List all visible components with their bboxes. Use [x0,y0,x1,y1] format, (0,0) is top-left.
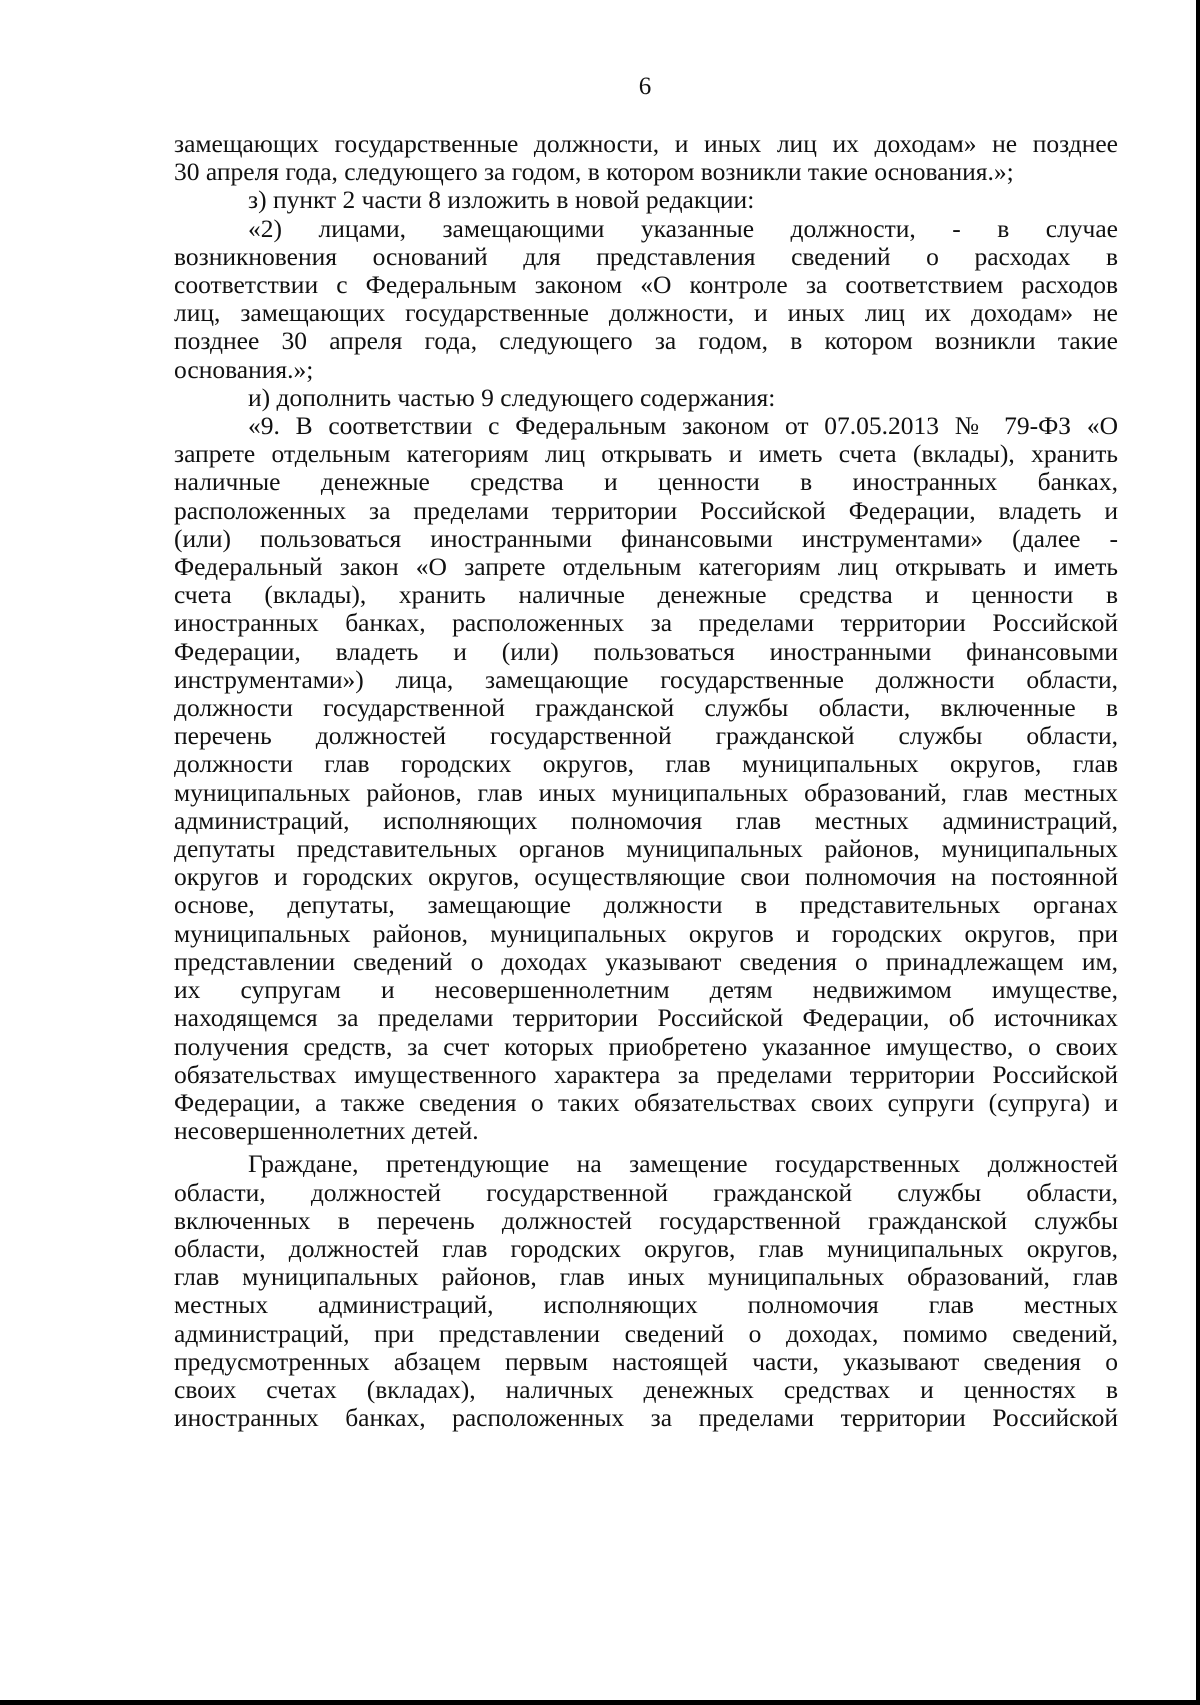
text-line: (или) пользоваться иностранными финансовыми инструментами» (далее - [174,523,1118,553]
text-line: основе, депутаты, замещающие должности в представительных органах [174,890,1118,920]
text-line: включенных в перечень должностей государственной гражданской службы [174,1205,1118,1235]
text-line: 30 апреля года, следующего за годом, в котором возникли такие основания.»; [174,157,1014,187]
text-line: их супругам и несовершеннолетним детям недвижимом имуществе, [174,975,1118,1005]
text-line: депутаты представительных органов муниципальных районов, муниципальных [174,834,1118,864]
text-line: замещающих государственные должности, и иных лиц их доходам» не позднее [174,129,1118,158]
text-line: наличные денежные средства и ценности в иностранных банках, [174,467,1118,497]
text-line: возникновения оснований для представления сведений о расходах в [174,241,1118,271]
text-line: «9. В соответствии с Федеральным законом от 07.05.2013 № 79-ФЗ «О [248,411,1118,441]
text-line: должности глав городских округов, глав муниципальных округов, глав [174,749,1118,779]
page-edge-right [1196,0,1200,1705]
text-line: основания.»; [174,354,314,384]
text-line: местных администраций, исполняющих полномочия глав местных [174,1290,1118,1320]
text-line: Федерации, владеть и (или) пользоваться иностранными финансовыми [174,636,1118,666]
document-body [174,130,1118,1432]
text-line: муниципальных районов, муниципальных округов и городских округов, при [174,918,1118,948]
page-edge-bottom [0,1700,1200,1705]
text-line: соответствии с Федеральным законом «О контроле за соответствием расходов [174,270,1118,300]
text-line: Федерации, а также сведения о таких обязательствах своих супруги (супруга) и [174,1087,1118,1117]
text-line: Граждане, претендующие на замещение государственных должностей [248,1149,1118,1179]
text-line: лиц, замещающих государственные должности, и иных лиц их доходам» не [174,298,1118,328]
text-line: несовершеннолетних детей. [174,1116,479,1146]
text-line: Федеральный закон «О запрете отдельным категориям лиц открывать и иметь [174,552,1118,582]
text-line: иностранных банках, расположенных за пределами территории Российской [174,608,1118,638]
text-line: позднее 30 апреля года, следующего за годом, в котором возникли такие [174,326,1118,356]
text-line: инструментами») лица, замещающие государственные должности области, [174,664,1118,694]
text-line: администраций, исполняющих полномочия глав местных администраций, [174,805,1118,835]
page-number: 6 [638,73,652,100]
text-line: обязательствах имущественного характера за пределами территории Российской [174,1059,1118,1089]
text-line: представлении сведений о доходах указывают сведения о принадлежащем им, [174,946,1118,976]
text-line: муниципальных районов, глав иных муниципальных образований, глав местных [174,777,1118,807]
text-line: своих счетах (вкладах), наличных денежных средствах и ценностях в [174,1374,1118,1404]
text-line: иностранных банках, расположенных за пределами территории Российской [174,1403,1118,1433]
text-line: з) пункт 2 части 8 изложить в новой редакции: [248,185,755,215]
text-line: администраций, при представлении сведений о доходах, помимо сведений, [174,1318,1118,1348]
text-line: находящемся за пределами территории Российской Федерации, об источниках [174,1003,1118,1033]
text-line: глав муниципальных районов, глав иных муниципальных образований, глав [174,1262,1118,1292]
text-line: должности государственной гражданской службы области, включенные в [174,693,1118,723]
text-line: перечень должностей государственной гражданской службы области, [174,721,1118,751]
text-line: предусмотренных абзацем первым настоящей части, указывают сведения о [174,1346,1118,1376]
text-line: расположенных за пределами территории Российской Федерации, владеть и [174,495,1118,525]
text-line: области, должностей государственной гражданской службы области, [174,1177,1118,1207]
text-line: округов и городских округов, осуществляющие свои полномочия на постоянной [174,862,1118,892]
text-line: получения средств, за счет которых приобретено указанное имущество, о своих [174,1031,1118,1061]
text-line: «2) лицами, замещающими указанные должности, - в случае [248,213,1118,243]
text-line: области, должностей глав городских округов, глав муниципальных округов, [174,1233,1118,1263]
text-line: и) дополнить частью 9 следующего содержания: [248,382,776,412]
text-line: запрете отдельным категориям лиц открывать и иметь счета (вклады), хранить [174,439,1118,469]
text-line: счета (вклады), хранить наличные денежные средства и ценности в [174,580,1118,610]
